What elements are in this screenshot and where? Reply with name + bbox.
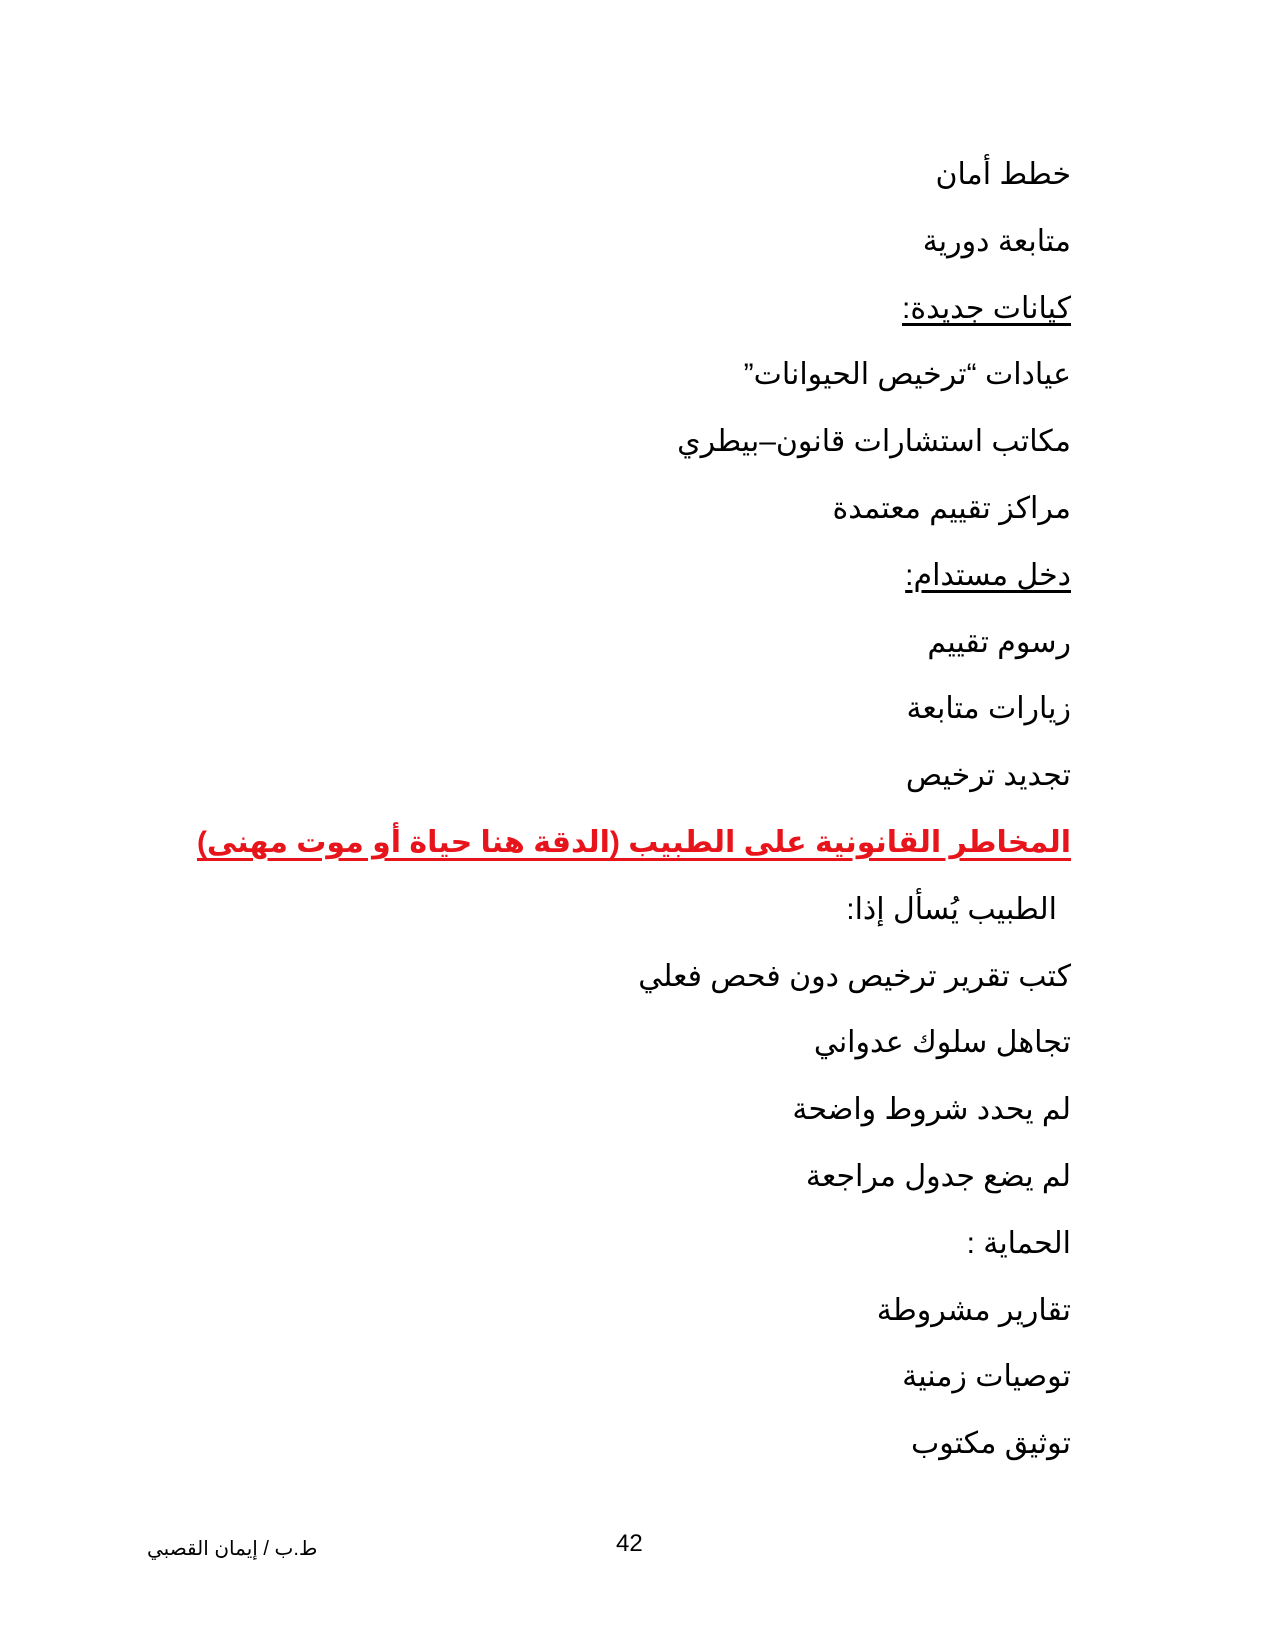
page-number: 42 — [616, 1530, 643, 1557]
text-line: تجاهل سلوك عدواني — [813, 1026, 1071, 1060]
text-line: خطط أمان — [935, 158, 1071, 191]
text-line: متابعة دورية — [922, 224, 1071, 258]
text-line: رسوم تقييم — [927, 625, 1071, 659]
text-line: الحماية : — [966, 1226, 1071, 1260]
text-line: مكاتب استشارات قانون–بيطري — [677, 425, 1071, 459]
text-line: مراكز تقييم معتمدة — [832, 491, 1071, 525]
text-line: زيارات متابعة — [906, 692, 1071, 726]
red-section-heading: المخاطر القانونية على الطبيب (الدقة هنا حياة أو موت مهنى) — [196, 825, 1071, 859]
section-heading: كيانات جديدة: — [902, 291, 1071, 325]
footer-author: ط.ب / إيمان القصبي — [147, 1538, 318, 1560]
text-line: الطبيب يُسأل إذا: — [846, 892, 1057, 926]
text-line: لم يضع جدول مراجعة — [805, 1159, 1071, 1193]
text-line: توثيق مكتوب — [910, 1427, 1071, 1461]
text-line: تجديد ترخيص — [905, 759, 1071, 793]
section-heading: دخل مستدام: — [905, 558, 1071, 592]
text-line: تقارير مشروطة — [876, 1293, 1071, 1327]
page-content — [171, 142, 1071, 1478]
text-line: كتب تقرير ترخيص دون فحص فعلي — [638, 959, 1071, 993]
text-line: توصيات زمنية — [902, 1360, 1071, 1394]
text-line: عيادات “ترخيص الحيوانات” — [743, 358, 1071, 392]
text-line: لم يحدد شروط واضحة — [792, 1093, 1071, 1127]
